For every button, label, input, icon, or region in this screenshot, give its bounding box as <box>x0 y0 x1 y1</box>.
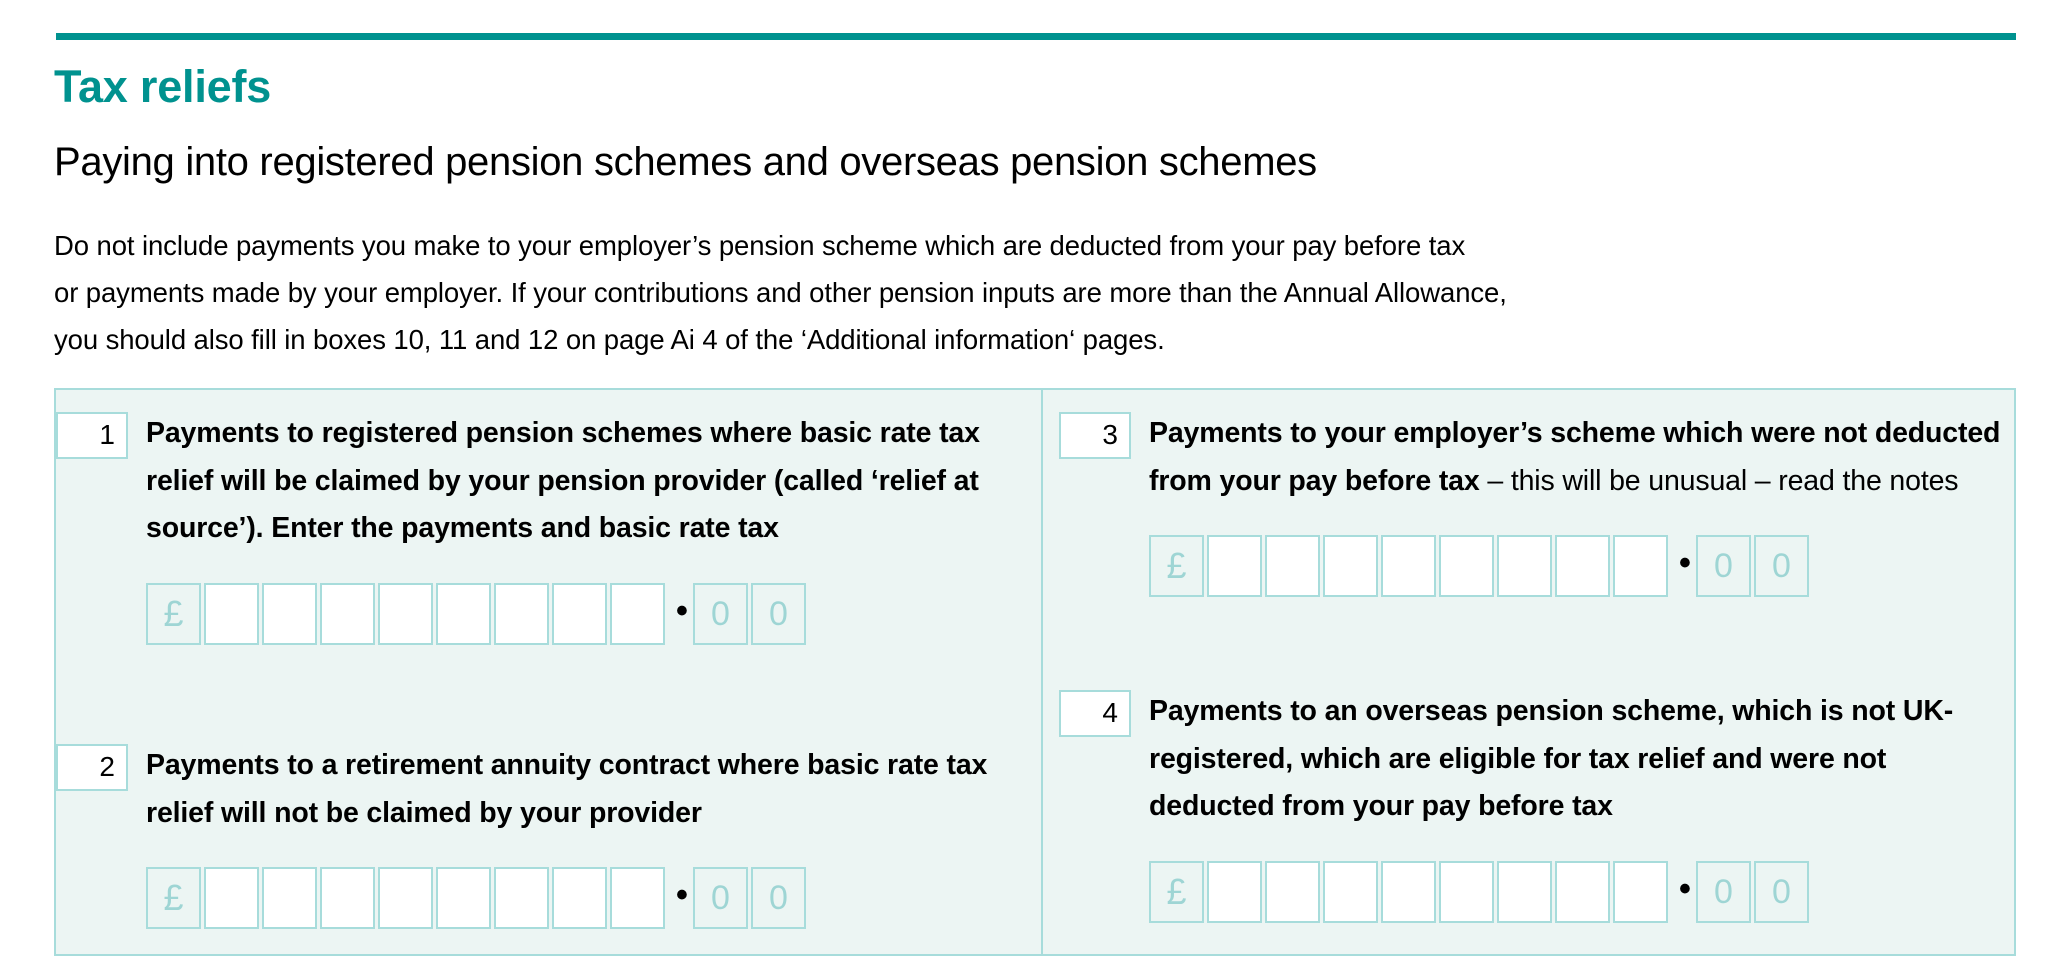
digit-cell[interactable] <box>1265 861 1320 923</box>
digit-cell[interactable] <box>1439 535 1494 597</box>
digit-cell[interactable] <box>552 867 607 929</box>
question-4-number: 4 <box>1059 690 1131 737</box>
currency-symbol-icon: £ <box>146 867 201 929</box>
digit-cell[interactable] <box>552 583 607 645</box>
question-3-label-regular: – this will be unusual – read the notes <box>1479 464 1959 497</box>
digit-cell[interactable] <box>320 583 375 645</box>
section-subtitle: Paying into registered pension schemes and overseas pension schemes <box>54 140 1317 184</box>
pension-payments-panel <box>54 388 2016 956</box>
intro-line-2: or payments made by your employer. If your contributions and other pension inputs are more than the Annual Allowance, <box>54 277 1507 308</box>
question-4 <box>1059 688 2009 923</box>
intro-paragraph <box>54 222 1974 363</box>
question-4-label-bold: Payments to an overseas pension scheme, which is not UK-registered, which are eligible for tax relief and were not deducted from your pay before tax <box>1149 695 1954 822</box>
currency-symbol-icon: £ <box>1149 861 1204 923</box>
digit-cell[interactable] <box>1555 861 1610 923</box>
question-1-label-bold: Payments to registered pension schemes where basic rate tax relief will be claimed by your pension provider (called ‘relief at source’). Enter the payments and basic rate tax <box>146 417 980 544</box>
decimal-point: • <box>676 876 688 914</box>
digit-cell[interactable] <box>1207 535 1262 597</box>
section-top-rule <box>56 33 2016 40</box>
question-2-amount-input[interactable] <box>146 867 1016 929</box>
question-4-amount-input[interactable] <box>1149 861 2009 923</box>
pence-cell[interactable]: 0 <box>1754 535 1809 597</box>
question-3-number: 3 <box>1059 412 1131 459</box>
digit-cell[interactable] <box>262 583 317 645</box>
digit-cell[interactable] <box>378 583 433 645</box>
pence-cell[interactable]: 0 <box>751 583 806 645</box>
question-3 <box>1059 410 2009 597</box>
currency-symbol-icon: £ <box>146 583 201 645</box>
digit-cell[interactable] <box>320 867 375 929</box>
decimal-point: • <box>676 591 688 630</box>
question-1-header <box>56 410 1016 553</box>
question-3-amount-input[interactable] <box>1149 535 2009 597</box>
pence-cell[interactable]: 0 <box>751 867 806 929</box>
pence-cell[interactable]: 0 <box>1696 535 1751 597</box>
digit-cell[interactable] <box>610 583 665 645</box>
question-3-header <box>1059 410 2009 505</box>
question-1-number: 1 <box>56 412 128 459</box>
digit-cell[interactable] <box>204 583 259 645</box>
digit-cell[interactable] <box>1613 535 1668 597</box>
question-3-label <box>1131 410 2009 505</box>
pence-cell[interactable]: 0 <box>1754 861 1809 923</box>
digit-cell[interactable] <box>262 867 317 929</box>
digit-cell[interactable] <box>436 867 491 929</box>
digit-cell[interactable] <box>610 867 665 929</box>
question-2 <box>56 742 1016 929</box>
digit-cell[interactable] <box>1613 861 1668 923</box>
intro-line-3: you should also fill in boxes 10, 11 and 12 on page Ai 4 of the ‘Additional information‘ pages. <box>54 324 1165 355</box>
question-1-amount-input[interactable] <box>146 583 1016 645</box>
question-4-label <box>1131 688 2009 831</box>
question-2-number: 2 <box>56 744 128 791</box>
digit-cell[interactable] <box>1207 861 1262 923</box>
question-2-label-bold: Payments to a retirement annuity contract where basic rate tax relief will not be claimed by your provider <box>146 749 988 829</box>
decimal-point: • <box>1679 869 1691 908</box>
question-1-label <box>128 410 1016 553</box>
digit-cell[interactable] <box>1497 861 1552 923</box>
intro-line-1: Do not include payments you make to your employer’s pension scheme which are deducted from your pay before tax <box>54 230 1466 261</box>
question-2-header <box>56 742 1016 837</box>
page-title: Tax reliefs <box>54 61 272 112</box>
question-4-header <box>1059 688 2009 831</box>
pence-cell[interactable]: 0 <box>693 867 748 929</box>
digit-cell[interactable] <box>494 867 549 929</box>
digit-cell[interactable] <box>1439 861 1494 923</box>
question-2-label <box>128 742 1016 837</box>
pence-cell[interactable]: 0 <box>693 583 748 645</box>
digit-cell[interactable] <box>1381 861 1436 923</box>
column-divider <box>1041 390 1043 956</box>
question-3-label-bold: Payments to your employer’s scheme which were not deducted from your pay before tax <box>1149 417 2001 497</box>
digit-cell[interactable] <box>1381 535 1436 597</box>
digit-cell[interactable] <box>494 583 549 645</box>
digit-cell[interactable] <box>1555 535 1610 597</box>
digit-cell[interactable] <box>204 867 259 929</box>
digit-cell[interactable] <box>1323 535 1378 597</box>
decimal-point: • <box>1679 544 1691 582</box>
digit-cell[interactable] <box>1265 535 1320 597</box>
digit-cell[interactable] <box>378 867 433 929</box>
question-1 <box>56 410 1016 645</box>
pence-cell[interactable]: 0 <box>1696 861 1751 923</box>
digit-cell[interactable] <box>1497 535 1552 597</box>
digit-cell[interactable] <box>1323 861 1378 923</box>
currency-symbol-icon: £ <box>1149 535 1204 597</box>
digit-cell[interactable] <box>436 583 491 645</box>
